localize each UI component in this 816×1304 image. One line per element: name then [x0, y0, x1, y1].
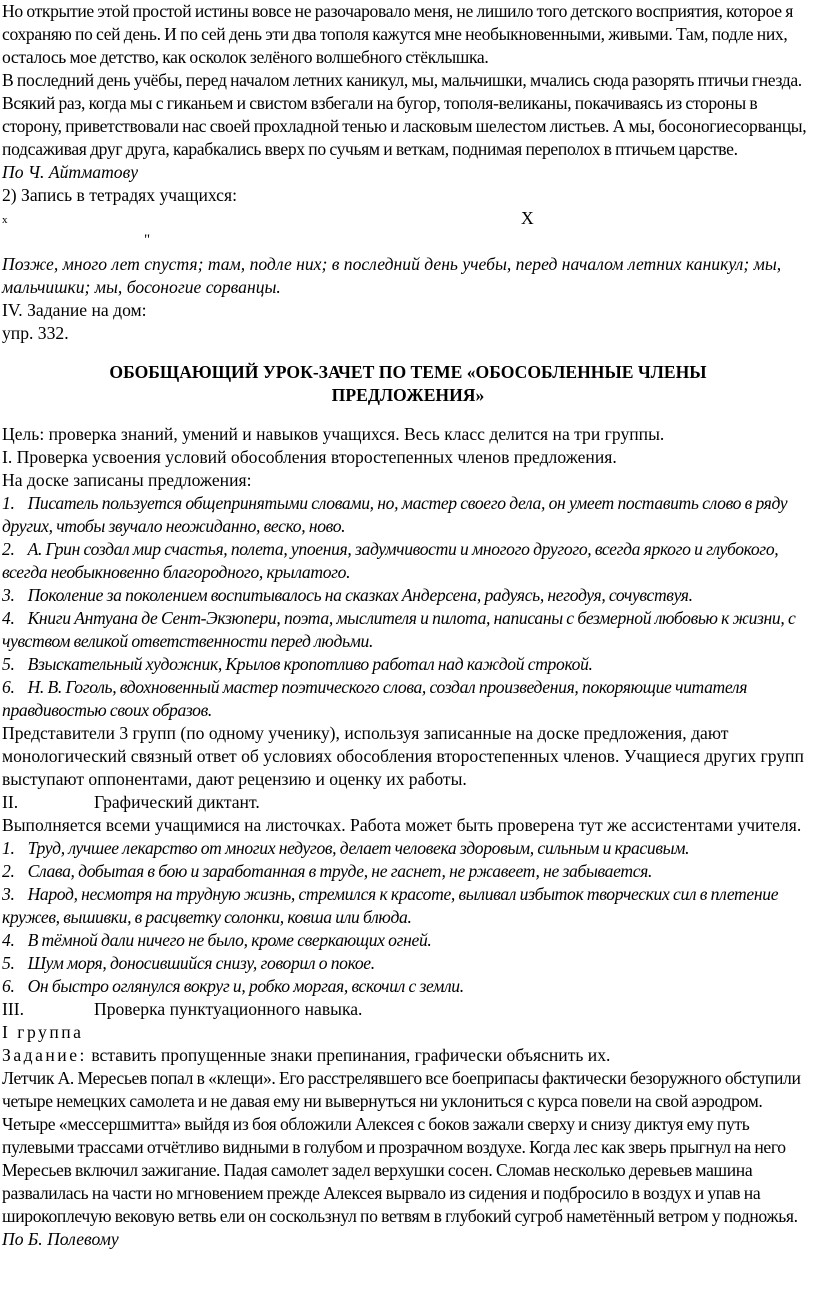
quote-mark-line	[2, 230, 814, 253]
part2-heading	[2, 791, 814, 814]
sentence-text: Писатель пользуется общепринятыми словами, но, мастер своего дела, он умеет поставить слово в ряду других, чтобы звучало неожиданно, веско, ново.	[2, 493, 788, 536]
part2-number: II.	[2, 792, 19, 812]
small-x-mark: x	[2, 214, 8, 226]
sentence-text: А. Грин создал мир счастья, полета, упоения, задумчивости и многого другого, всегда яркого и глубокого, всегда необыкновенно благородного, крылатого.	[2, 539, 779, 582]
sentence-number: 6.	[2, 976, 15, 996]
sentence-number: 1.	[2, 838, 15, 858]
sentence-text: Поколение за поколением воспитывалось на сказках Андерсена, радуясь, негодуя, сочувствуя.	[27, 585, 693, 605]
task-line	[2, 1044, 814, 1067]
sentence-text: Шум моря, доносившийся снизу, говорил о покое.	[27, 953, 375, 973]
task-label: Задание:	[2, 1045, 87, 1065]
sentence-number: 5.	[2, 953, 15, 973]
sentence-text: Он быстро оглянулся вокруг и, робко моргая, вскочил с земли.	[27, 976, 464, 996]
sentence-number: 3.	[2, 585, 15, 605]
sentence-number: 2.	[2, 539, 15, 559]
board-sentence	[2, 676, 814, 722]
board-intro: На доске записаны предложения:	[2, 470, 252, 490]
homework-text: упр. 332.	[2, 323, 69, 343]
notebook-marks	[2, 207, 814, 230]
group-label: I группа	[2, 1022, 84, 1042]
sentence-number: 1.	[2, 493, 15, 513]
big-x-mark: X	[521, 208, 534, 228]
part1-title: I. Проверка усвоения условий обособления второстепенных членов предложения.	[2, 447, 617, 467]
sentence-number: 6.	[2, 677, 15, 697]
sentence-text: Взыскательный художник, Крылов кропотливо работал над каждой строкой.	[27, 654, 593, 674]
task-text: вставить пропущенные знаки препинания, графически объяснить их.	[86, 1045, 611, 1065]
board-sentence	[2, 492, 814, 538]
sentence-number: 2.	[2, 861, 15, 881]
sentence-text: В тёмной дали ничего не было, кроме сверкающих огней.	[27, 930, 432, 950]
board-sentence	[2, 538, 814, 584]
sentence-text: Н. В. Гоголь, вдохновенный мастер поэтического слова, создал произведения, покоряющие читателя правдивостью своих образов.	[2, 677, 748, 720]
sentence-text: Труд, лучшее лекарство от многих недугов, делает человека здоровым, сильным и красивым.	[27, 838, 690, 858]
dictation-sentence	[2, 837, 814, 860]
dictation-sentence	[2, 860, 814, 883]
sentence-number: 5.	[2, 654, 15, 674]
quote-mark: "	[144, 232, 151, 248]
part3-heading	[2, 998, 814, 1021]
board-sentences	[2, 492, 814, 722]
sentence-text: Книги Антуана де Сент-Экзюпери, поэта, мыслителя и пилота, написаны с безмерной любовью к жизни, с чувством великой ответственности перед людьми.	[2, 608, 796, 651]
sentence-text: Народ, несмотря на трудную жизнь, стремился к красоте, выливал избыток творческих сил в плетение кружев, вышивки, в расцветку солонки, ковша или блюда.	[2, 884, 779, 927]
exercise-text-2: Четыре «мессершмитта» выйдя из боя обложили Алексея с боков зажали сверху и снизу диктуя ему путь пулевыми трассами отчётливо видными в голубом и прозрачном воздухе. Когда лес как зверь прыгнул на него Мересьев включил зажигание. Падая самолет задел верхушки сосен. Сломав несколько деревьев машина развалилась на части но мгновением прежде Алексея вырвало из сидения и подбросило в воздух и упав на широкоплечую вековую ветвь ели он соскользнул по ветвям в глубокий сугроб наметённый ветром у подножья.	[2, 1114, 798, 1226]
representatives-paragraph: Представители 3 групп (по одному ученику), используя записанные на доске предложения, дают монологический связный ответ об условиях обособления второстепенных членов. Учащиеся других групп выступают оппонентами, дают рецензию и оценку их работы.	[2, 723, 804, 789]
dictation-sentences	[2, 837, 814, 998]
intro-paragraph-1: Но открытие этой простой истины вовсе не разочаровало меня, не лишило того детского восприятия, которое я сохраняю по сей день. И по сей день эти два тополя кажутся мне необыкновенными, живыми. Там, подле них, осталось мое детство, как осколок зелёного волшебного стёклышка.	[2, 1, 794, 67]
notebook-heading: 2) Запись в тетрадях учащихся:	[2, 185, 237, 205]
sentence-text: Слава, добытая в бою и заработанная в труде, не гаснет, не ржавеет, не забывается.	[27, 861, 653, 881]
lesson-goal: Цель: проверка знаний, умений и навыков учащихся. Весь класс делится на три группы.	[2, 424, 665, 444]
exercise-text-1: Летчик А. Мересьев попал в «клещи». Его расстрелявшего все боеприпасы фактически безоружного обступили четыре немецких самолета и не давая ему ни вывернуться ни уклониться с курса повели на свой аэродром.	[2, 1068, 801, 1111]
board-sentence	[2, 607, 814, 653]
board-sentence	[2, 653, 814, 676]
sentence-number: 4.	[2, 930, 15, 950]
dictation-sentence	[2, 975, 814, 998]
exercise-author: По Б. Полевому	[2, 1229, 119, 1249]
dictation-sentence	[2, 952, 814, 975]
notebook-answer: Позже, много лет спустя; там, подле них; в последний день учебы, перед началом летних каникул; мы, мальчишки; мы, босоногие сорванцы.	[2, 254, 782, 297]
part2-title: Графический диктант.	[94, 792, 260, 812]
sentence-number: 4.	[2, 608, 15, 628]
part3-number: III.	[2, 999, 24, 1019]
board-sentence	[2, 584, 814, 607]
homework-title: IV. Задание на дом:	[2, 300, 147, 320]
part3-title: Проверка пунктуационного навыка.	[94, 999, 363, 1019]
dictation-sentence	[2, 883, 814, 929]
sentence-number: 3.	[2, 884, 15, 904]
part2-description: Выполняется всеми учащимися на листочках. Работа может быть проверена тут же ассистентами учителя.	[2, 815, 802, 835]
dictation-sentence	[2, 929, 814, 952]
intro-author: По Ч. Айтматову	[2, 162, 139, 182]
intro-paragraph-2: В последний день учёбы, перед началом летних каникул, мы, мальчишки, мчались сюда разорять птичьи гнезда. Всякий раз, когда мы с гиканьем и свистом взбегали на бугор, тополя-великаны, покачиваясь из стороны в сторону, приветствовали нас своей прохладной тенью и ласковым шелестом листьев. А мы, босоногиесорванцы, подсаживая друг друга, карабкались вверх по сучьям и веткам, поднимая переполох в птичьем царстве.	[2, 70, 807, 159]
lesson-title: ОБОБЩАЮЩИЙ УРОК-ЗАЧЕТ ПО ТЕМЕ «ОБОСОБЛЕННЫЕ ЧЛЕНЫ ПРЕДЛОЖЕНИЯ»	[109, 362, 707, 405]
